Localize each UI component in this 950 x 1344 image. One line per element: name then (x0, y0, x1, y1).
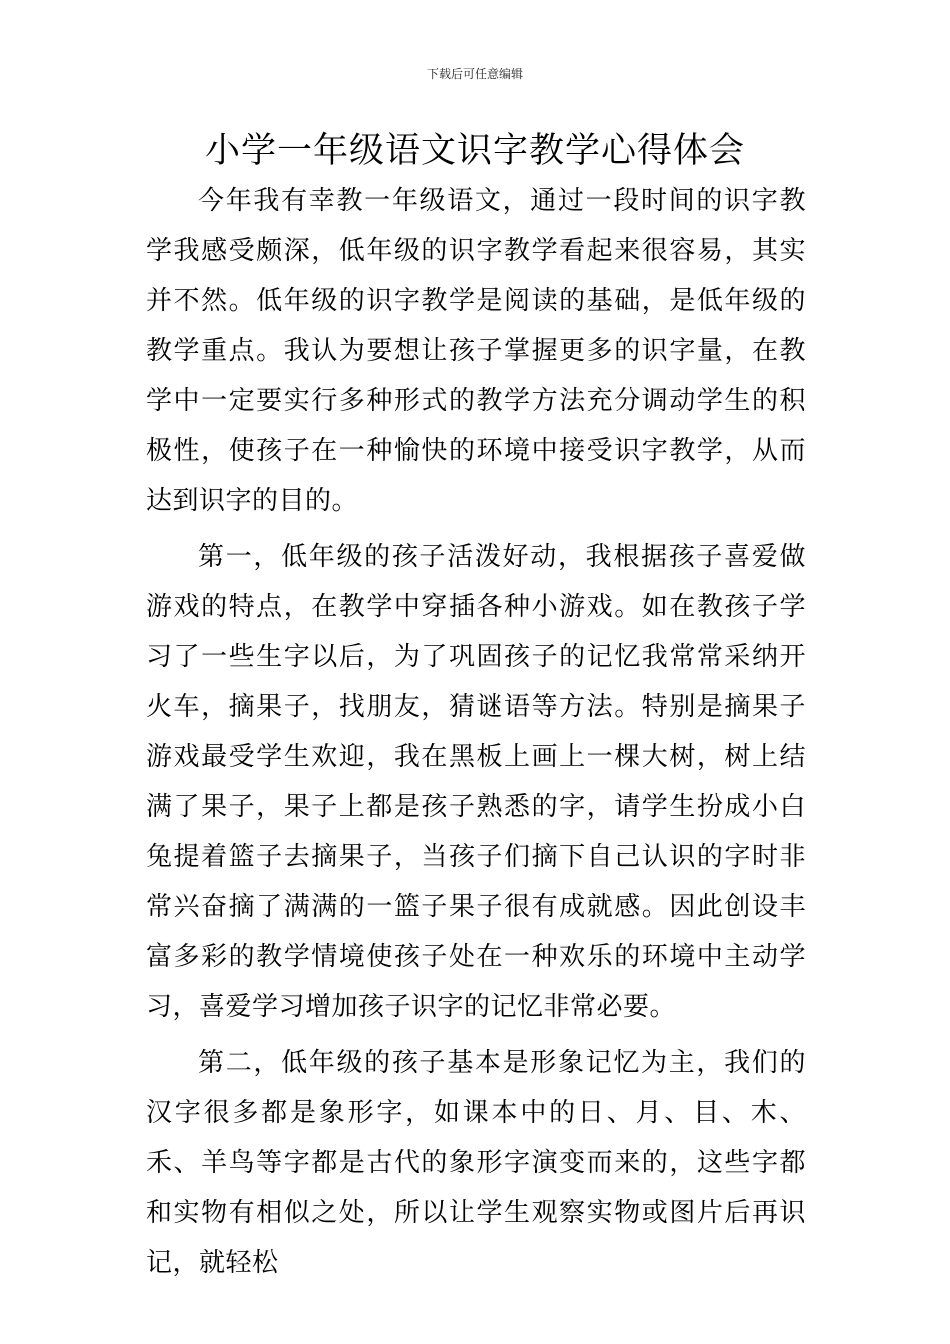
paragraph-second-point: 第二，低年级的孩子基本是形象记忆为主，我们的汉字很多都是象形字，如课本中的日、月、目、木、禾、羊鸟等字都是古代的象形字演变而来的，这些字都和实物有相似之处，所以让学生观察实物或图片后再识记，就轻松 (146, 1048, 806, 1278)
paragraph-intro: 今年我有幸教一年级语文，通过一段时间的识字教学我感受颇深，低年级的识字教学看起来很容易，其实并不然。低年级的识字教学是阅读的基础，是低年级的教学重点。我认为要想让孩子掌握更多的识字量，在教学中一定要实行多种形式的教学方法充分调动学生的积极性，使孩子在一种愉快的环境中接受识字教学，从而达到识字的目的。 (146, 186, 806, 516)
document-title: 小学一年级语文识字教学心得体会 (204, 131, 745, 171)
header-note: 下载后可任意编辑 (426, 67, 523, 81)
paragraph-first-point: 第一，低年级的孩子活泼好动，我根据孩子喜爱做游戏的特点，在教学中穿插各种小游戏。如在教孩子学习了一些生字以后，为了巩固孩子的记忆我常常采纳开火车，摘果子，找朋友，猜谜语等方法。特别是摘果子游戏最受学生欢迎，我在黑板上画上一棵大树，树上结满了果子，果子上都是孩子熟悉的字，请学生扮成小白兔提着篮子去摘果子，当孩子们摘下自己认识的字时非常兴奋摘了满满的一篮子果子很有成就感。因此创设丰富多彩的教学情境使孩子处在一种欢乐的环境中主动学习，喜爱学习增加孩子识字的记忆非常必要。 (146, 542, 806, 1022)
document-body (146, 176, 806, 1288)
